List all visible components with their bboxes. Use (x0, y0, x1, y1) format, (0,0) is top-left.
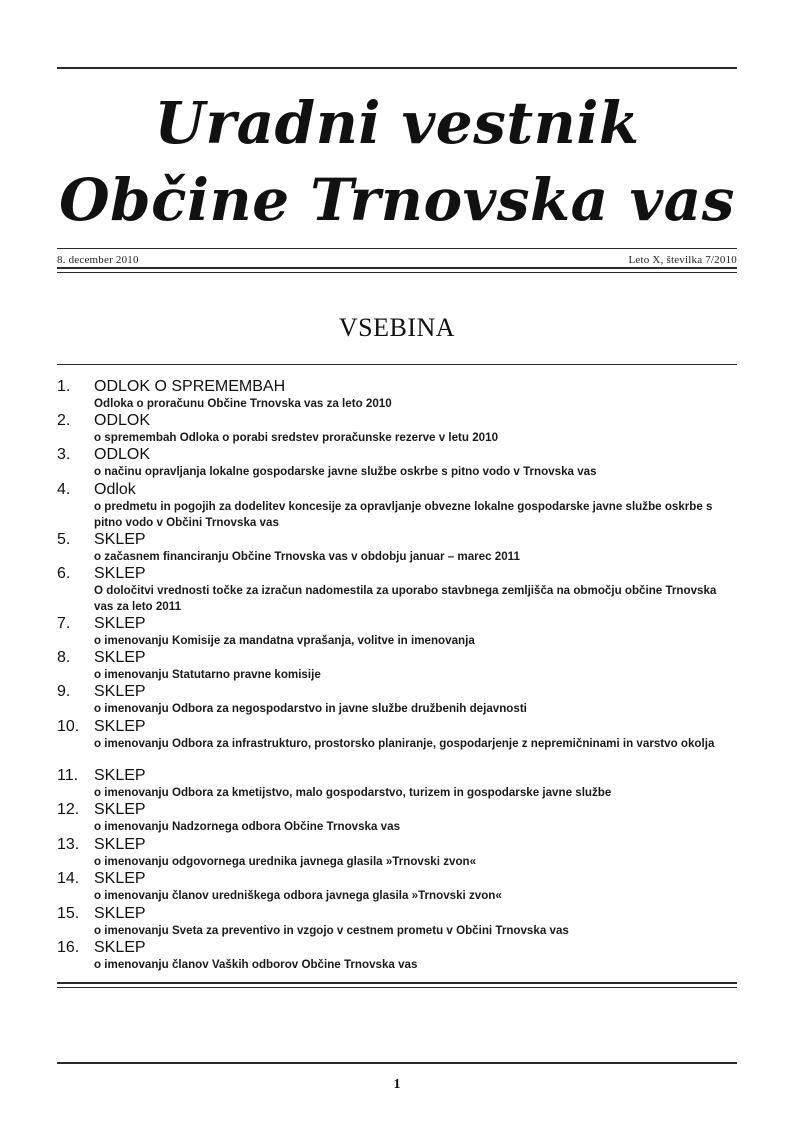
footer-rule (57, 1062, 737, 1064)
issue-date: 8. december 2010 (57, 254, 139, 266)
toc-entry-number: 8. (57, 649, 71, 666)
toc-entry-description: o imenovanju Odbora za kmetijstvo, malo gospodarstvo, turizem in gospodarske javne službe (94, 786, 612, 799)
toc-entry-description: o začasnem financiranju Občine Trnovska vas v obdobju januar – marec 2011 (94, 550, 520, 563)
toc-entry-heading: ODLOK (94, 446, 151, 463)
toc-entry-heading: SKLEP (94, 718, 146, 735)
toc-entry-description: o imenovanju članov uredniškega odbora javnega glasila »Trnovski zvon« (94, 889, 502, 902)
toc-entry-description: o imenovanju Odbora za negospodarstvo in javne službe družbenih dejavnosti (94, 702, 527, 715)
toc-entry-number: 13. (57, 836, 80, 853)
toc-entry-heading: SKLEP (94, 801, 146, 818)
toc-entry-heading: SKLEP (94, 767, 146, 784)
toc-entry-description: o imenovanju Odbora za infrastrukturo, prostorsko planiranje, gospodarjenje z nepremičninami in varstvo okolja (94, 737, 715, 750)
toc-entry-number: 5. (57, 531, 71, 548)
toc-end-rule-2 (57, 987, 737, 988)
toc-entry-number: 15. (57, 905, 80, 922)
toc-entry-description: o spremembah Odloka o porabi sredstev proračunske rezerve v letu 2010 (94, 431, 499, 444)
toc-entry-number: 6. (57, 565, 71, 582)
toc-entry-description: o imenovanju Sveta za preventivo in vzgojo v cestnem prometu v Občini Trnovska vas (94, 924, 569, 937)
page-number: 1 (393, 1077, 401, 1092)
toc-entry-number: 7. (57, 615, 71, 632)
toc-entry-heading: SKLEP (94, 649, 146, 666)
toc-entry-number: 11. (57, 767, 79, 784)
toc-entry-heading: ODLOK (94, 412, 151, 429)
toc-end-rule-1 (57, 982, 737, 984)
toc-entry-number: 9. (57, 683, 71, 700)
toc-entry-number: 10. (57, 718, 80, 735)
toc-entry-number: 4. (57, 481, 71, 498)
toc-entry-heading: SKLEP (94, 836, 146, 853)
toc-entry-number: 12. (57, 801, 80, 818)
issue-number: Leto X, številka 7/2010 (628, 254, 737, 266)
toc-entry-description: o imenovanju Komisije za mandatna vprašanja, volitve in imenovanja (94, 634, 475, 647)
toc-entry-heading: SKLEP (94, 615, 146, 632)
toc-entry-description: o imenovanju Nadzornega odbora Občine Trnovska vas (94, 820, 401, 833)
toc-entry-heading: SKLEP (94, 565, 146, 582)
gazette-title-line1: Uradni vestnik (154, 89, 640, 157)
toc-entry-heading: Odlok (94, 481, 136, 498)
toc-entry-description: o predmetu in pogojih za dodelitev koncesije za opravljanje obvezne lokalne gospodarske javne službe oskrbe s pitno vodo v Občini Trnovska vas (94, 500, 713, 529)
toc-entry-number: 3. (57, 446, 71, 463)
toc-entry-number: 1. (57, 378, 71, 395)
toc-entry-number: 16. (57, 939, 80, 956)
toc-entry-heading: ODLOK O SPREMEMBAH (94, 378, 286, 395)
toc-entry-description: Odloka o proračunu Občine Trnovska vas za leto 2010 (94, 397, 392, 410)
toc-entry-description: O določitvi vrednosti točke za izračun nadomestila za uporabo stavbnega zemljišča na območju občine Trnovska vas za leto 2011 (94, 584, 717, 613)
toc-entry-description: o načinu opravljanja lokalne gospodarske javne službe oskrbe s pitno vodo v Trnovska vas (94, 465, 597, 478)
toc-entry-description: o imenovanju Statutarno pravne komisije (94, 668, 321, 681)
toc-entry-heading: SKLEP (94, 870, 146, 887)
toc-entry-heading: SKLEP (94, 683, 146, 700)
toc-entry-heading: SKLEP (94, 531, 146, 548)
toc-entry-heading: SKLEP (94, 905, 146, 922)
toc-entry-heading: SKLEP (94, 939, 146, 956)
toc-entry-number: 14. (57, 870, 80, 887)
toc-entry-description: o imenovanju odgovornega urednika javnega glasila »Trnovski zvon« (94, 855, 477, 868)
gazette-title-line2: Občine Trnovska vas (59, 166, 735, 234)
toc-entry-number: 2. (57, 412, 71, 429)
toc-entry-description: o imenovanju članov Vaških odborov Občine Trnovska vas (94, 958, 418, 971)
toc-title: VSEBINA (338, 313, 456, 342)
